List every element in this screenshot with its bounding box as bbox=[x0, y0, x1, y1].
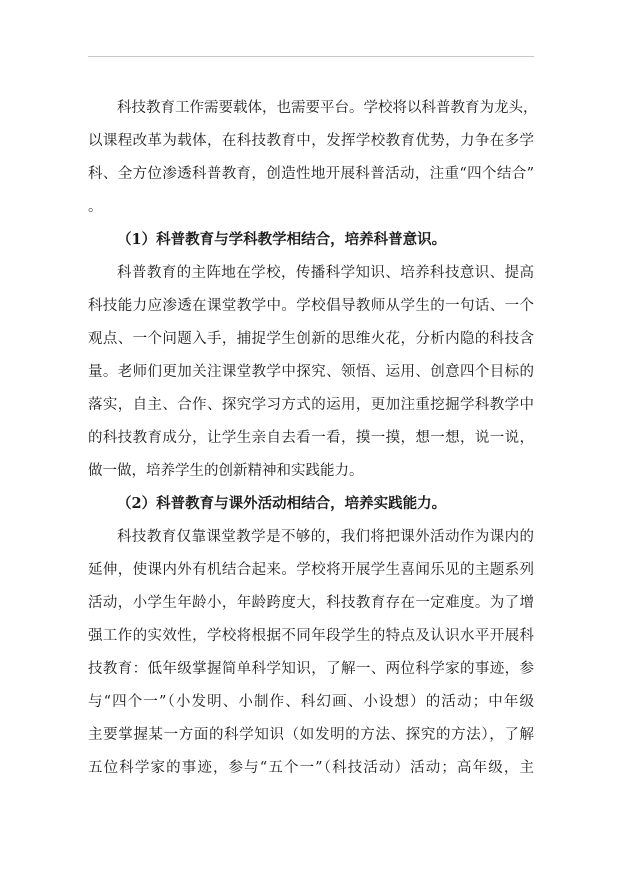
paragraph-3-line-5: 技教育：低年级掌握简单科学知识，了解一、两位科学家的事迹，参 bbox=[88, 661, 534, 677]
paragraph-3-line-1: 科技教育仅靠课堂教学是不够的，我们将把课外活动作为课内的 bbox=[117, 529, 534, 545]
paragraph-3-line-6: 与“四个一”（小发明、小制作、科幻画、小设想）的活动；中年级 bbox=[88, 694, 534, 710]
paragraph-3-line-4: 强工作的实效性，学校将根据不同年段学生的特点及认识水平开展科 bbox=[88, 628, 534, 644]
section-heading-2: （2）科普教育与课外活动相结合，培养实践能力。 bbox=[117, 495, 447, 512]
paragraph-3-line-2: 延伸，使课内外有机结合起来。学校将开展学生喜闻乐见的主题系列 bbox=[88, 562, 534, 578]
paragraph-1-line-2: 以课程改革为载体，在科技教育中，发挥学校教育优势，力争在多学 bbox=[88, 133, 534, 149]
paragraph-1-line-1: 科技教育工作需要载体，也需要平台。学校将以科普教育为龙头， bbox=[117, 100, 538, 116]
paragraph-3-line-8: 五位科学家的事迹，参与“五个一”（科技活动）活动；高年级，主 bbox=[88, 760, 534, 776]
document-body bbox=[88, 94, 538, 787]
paragraph-2-line-2: 科技能力应渗透在课堂教学中。学校倡导教师从学生的一句话、一个 bbox=[88, 298, 534, 314]
paragraph-2-line-1: 科普教育的主阵地在学校，传播科学知识、培养科技意识、提高 bbox=[117, 265, 534, 281]
paragraph-3-line-7: 主要掌握某一方面的科学知识（如发明的方法、探究的方法），了解 bbox=[88, 727, 534, 743]
paragraph-2-line-7: 做一做，培养学生的创新精神和实践能力。 bbox=[88, 463, 364, 479]
section-heading-1: （1）科普教育与学科教学相结合，培养科普意识。 bbox=[117, 231, 447, 248]
paragraph-3-line-3: 活动，小学生年龄小，年龄跨度大，科技教育存在一定难度。为了增 bbox=[88, 595, 534, 611]
paragraph-2-line-5: 落实，自主、合作、探究学习方式的运用，更加注重挖掘学科教学中 bbox=[88, 397, 534, 413]
paragraph-1-line-3: 科、全方位渗透科普教育，创造性地开展科普活动，注重“四个结合” bbox=[88, 166, 534, 182]
header-rule bbox=[88, 56, 534, 57]
paragraph-2-line-6: 的科技教育成分，让学生亲自去看一看，摸一摸，想一想，说一说， bbox=[88, 430, 534, 446]
paragraph-2-line-4: 量。老师们更加关注课堂教学中探究、领悟、运用、创意四个目标的 bbox=[88, 364, 534, 380]
paragraph-1-line-4: 。 bbox=[88, 199, 103, 215]
paragraph-2-line-3: 观点、一个问题入手，捕捉学生创新的思维火花，分析内隐的科技含 bbox=[88, 331, 534, 347]
